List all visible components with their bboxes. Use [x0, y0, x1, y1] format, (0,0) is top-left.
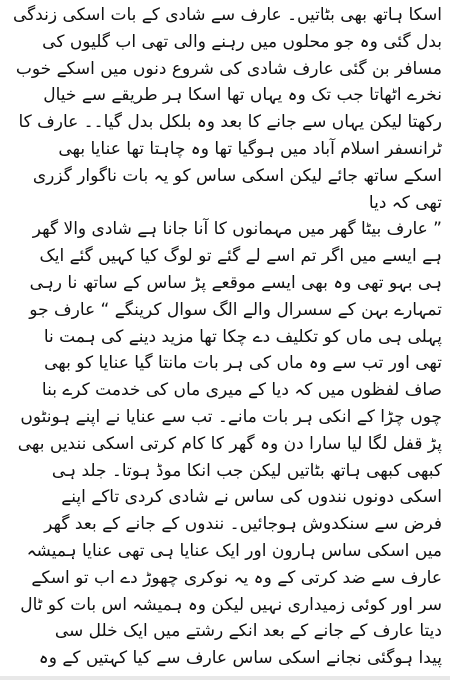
text-line: سر اور کوئی زمیداری نہیں لیکن وہ ہمیشہ اس بات کو ٹال — [20, 594, 442, 615]
text-line: اسکے ساتھ جائے لیکن اسکی ساس کو یہ بات ناگوار گزری — [32, 165, 442, 186]
text-line: تمہارے بہن کے سسرال والے الگ سوال کرینگے “ عارف جو — [29, 299, 442, 320]
text-line: تھی کہ دیا — [368, 192, 442, 213]
text-line: عارف سے ضد کرتی کے وہ یہ نوکری چھوڑ دے اب تو اسکے — [31, 567, 442, 588]
text-line: میں اسکی ساس ہارون اور ایک عنایا ہی تھی عنایا ہمیشہ — [26, 540, 442, 561]
text-line: ٹرانسفر اسلام آباد میں ہوگیا تھا وہ چاہتا تھا عنایا بھی — [58, 138, 442, 159]
text-line: نخرے اٹھاتا جب تک وہ یہاں تھا اسکا ہر طریقے سے خیال — [43, 85, 442, 106]
text-line: پڑ قفل لگا لیا سارا دن وہ گھر کا کام کرتی اسکی نندیں بھی — [17, 433, 442, 454]
text-line: دیتا عارف کے جانے کے بعد انکے رشتے میں ایک خلل سی — [54, 621, 442, 642]
text-line: ہی بہو تھی وہ بھی ایسے موقعے پڑ ساس کے ساتھ نا رہی — [29, 272, 442, 293]
bottom-divider — [0, 676, 450, 680]
text-line: پہلی ہی ماں کو تکلیف دے چکا تھا مزید دینے کی ہمت نا — [43, 326, 442, 347]
text-line: فرض سے سنکدوش ہوجائیں۔ نندوں کے جانے کے بعد گھر — [44, 514, 442, 535]
text-line: رکھتا لیکن یہاں سے جانے کا بعد وہ بلکل بدل گیا۔۔ عارف کا — [18, 112, 442, 133]
urdu-text-block — [8, 2, 442, 672]
text-line: اسکا ہاتھ بھی بٹاتیں۔ عارف سے شادی کے بات اسکی زندگی — [12, 5, 442, 25]
text-line: تھی اور تب سے وہ ماں کی ہر بات مانتا گیا عنایا کو بھی — [44, 353, 442, 374]
text-line: پیدا ہوگئی نجانے اسکی ساس عارف سے کیا کہتیں کے وہ — [38, 648, 442, 669]
text-line: بدل گئی وہ جو محلوں میں رہنے والی تھی اب گلیوں کی — [42, 31, 442, 52]
text-line: ہے ایسے میں اگر تم اسے لے گئے تو لوگ کیا کہیں گئے ایک — [39, 246, 442, 267]
text-line: ” عارف بیٹا گھر میں مہمانوں کا آنا جانا ہے شادی والا گھر — [32, 219, 442, 240]
text-line: مسافر بن گئی عارف شادی کی شروع دنوں میں اسکے خوب — [15, 58, 442, 79]
text-line: کبھی کبھی ہاتھ بٹاتیں لیکن جب انکا موڈ ہوتا۔ جلد ہی — [51, 460, 442, 481]
text-line: اسکی دونوں نندوں کی ساس نے شادی کردی تاکے اپنے — [61, 487, 442, 508]
text-line: چوں چڑا کے انکی ہر بات مانے۔ تب سے عنایا نے اپنے ہونٹوں — [20, 406, 442, 427]
text-line: صاف لفظوں میں کہ دیا کے میری ماں کی خدمت کرے بنا — [41, 380, 442, 401]
